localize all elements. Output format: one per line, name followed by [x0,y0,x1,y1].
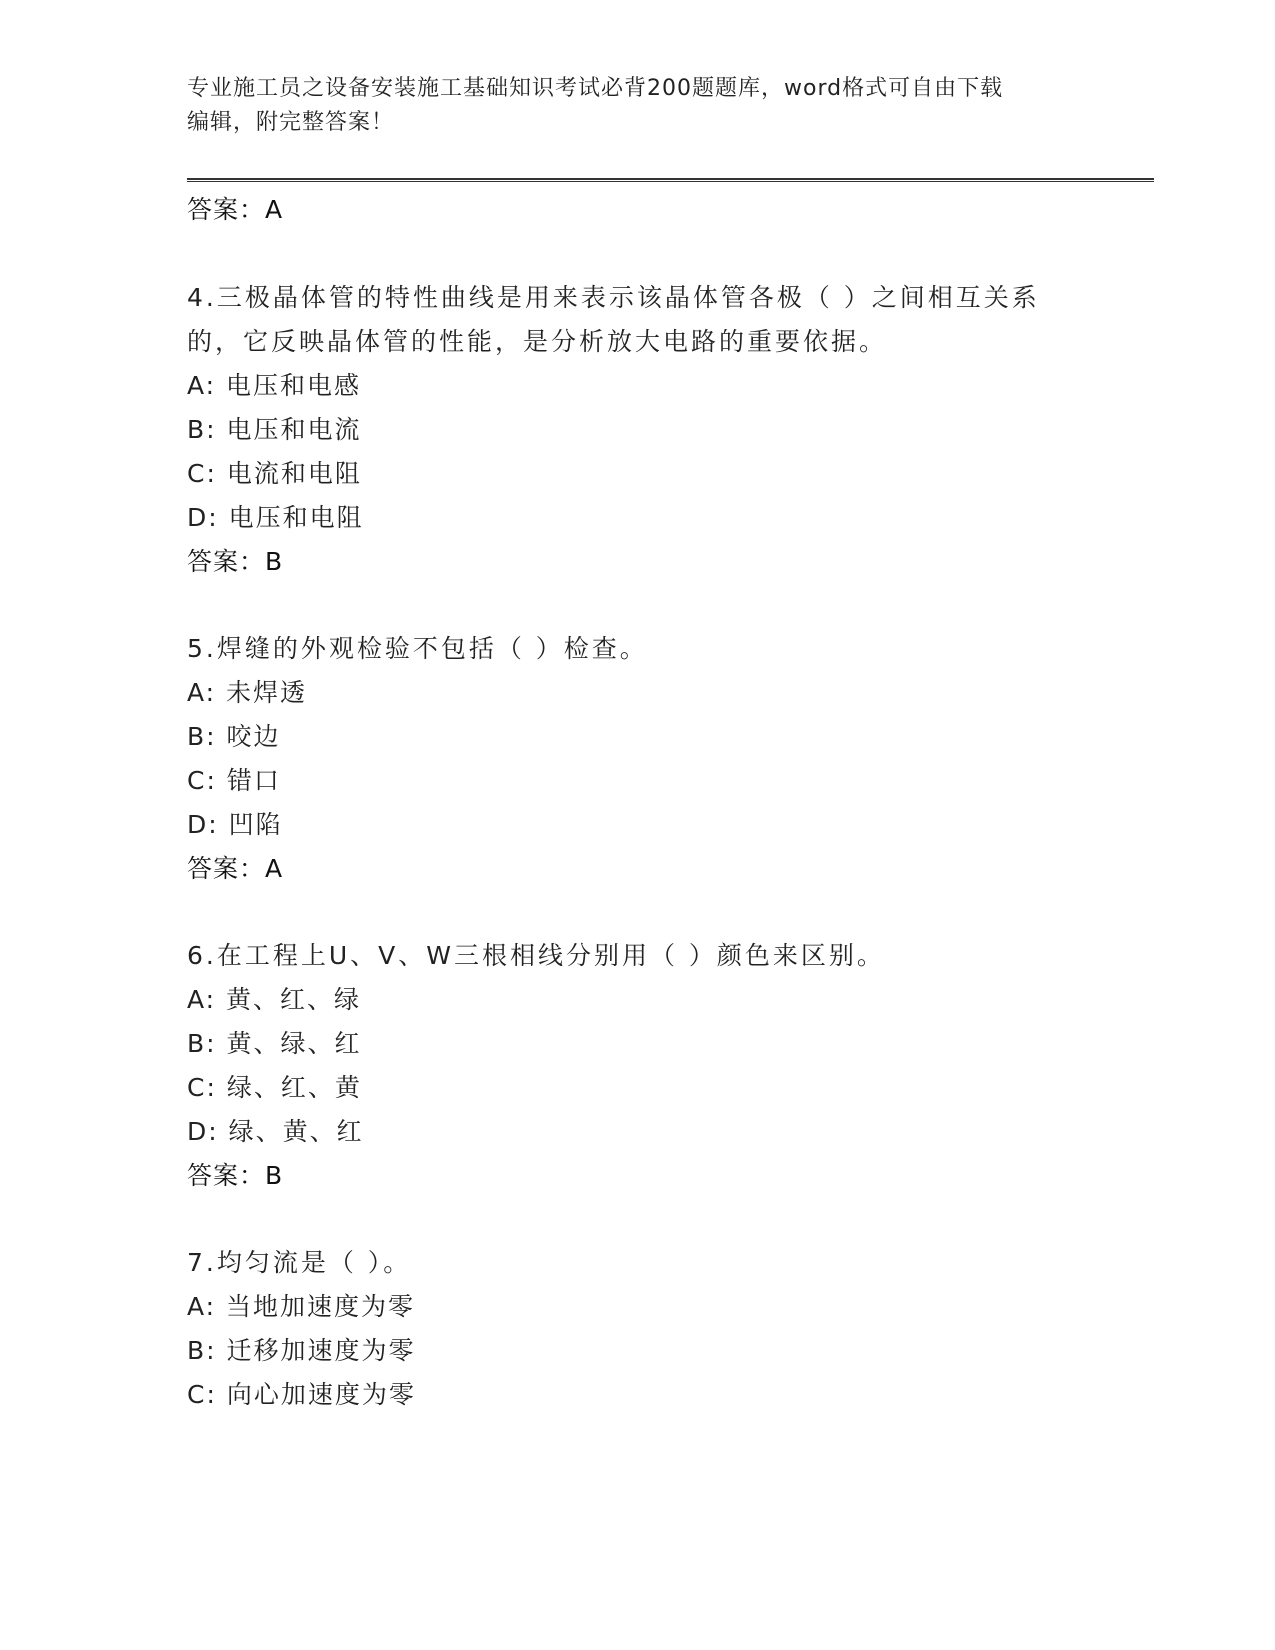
answer-q3: 答案：A [187,195,284,224]
question-5-option-b: B: 咬边 [187,722,281,751]
question-5-option-c: C: 错口 [187,766,281,795]
question-4-line-1: 4.三极晶体管的特性曲线是用来表示该晶体管各极（ ）之间相互关系 [187,283,1040,312]
question-5-option-a: A: 未焊透 [187,678,308,707]
answer-q5: 答案：A [187,854,284,883]
question-5-line-1: 5.焊缝的外观检验不包括（ ）检查。 [187,634,648,663]
question-7-option-a: A: 当地加速度为零 [187,1292,416,1321]
question-4-line-2: 的，它反映晶体管的性能，是分析放大电路的重要依据。 [187,327,888,356]
header-line-2: 编辑，附完整答案！ [187,110,395,135]
question-6-option-c: C: 绿、红、黄 [187,1073,362,1102]
document-header [187,72,1087,140]
question-7-line-1: 7.均匀流是（ ）。 [187,1248,412,1277]
header-line-1: 专业施工员之设备安装施工基础知识考试必背200题题库，word格式可自由下载 [187,76,1004,101]
question-4-option-b: B: 电压和电流 [187,415,362,444]
question-4-option-d: D: 电压和电阻 [187,503,364,532]
question-6-option-a: A: 黄、红、绿 [187,985,362,1014]
question-4-option-a: A: 电压和电感 [187,371,362,400]
answer-q6: 答案：B [187,1161,284,1190]
question-6-option-d: D: 绿、黄、红 [187,1117,364,1146]
question-6-option-b: B: 黄、绿、红 [187,1029,362,1058]
header-divider [187,178,1154,182]
question-4-option-c: C: 电流和电阻 [187,459,362,488]
question-5-option-d: D: 凹陷 [187,810,283,839]
question-7-option-c: C: 向心加速度为零 [187,1380,416,1409]
question-6-line-1: 6.在工程上U、V、W三根相线分别用（ ）颜色来区别。 [187,941,885,970]
answer-q4: 答案：B [187,547,284,576]
question-7-option-b: B: 迁移加速度为零 [187,1336,416,1365]
